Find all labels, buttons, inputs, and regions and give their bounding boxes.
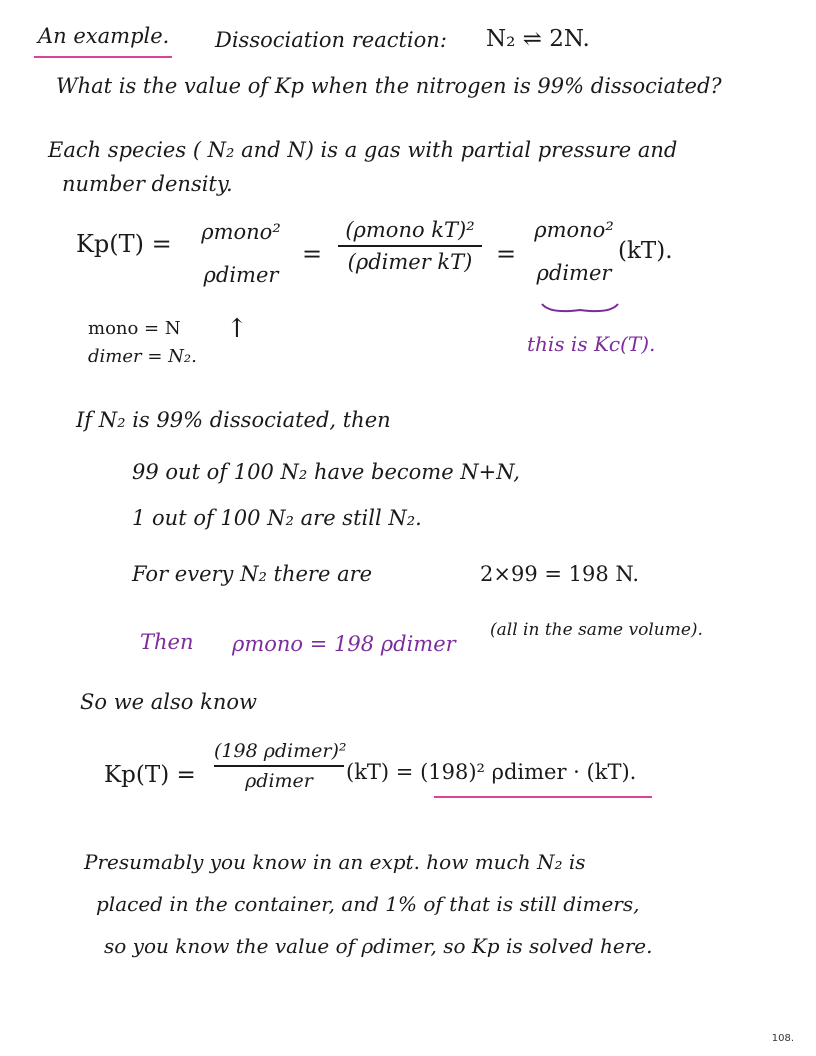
also-fraction-denominator: ρdimer [245, 770, 313, 792]
kc-brace [540, 300, 620, 318]
reaction-label: Dissociation reaction: [215, 28, 447, 52]
fraction-1 [196, 220, 286, 287]
also-lhs: Kp(T) = [104, 762, 196, 788]
closing-line-2: placed in the container, and 1% of that is still dimers, [96, 892, 640, 916]
fraction-2-denominator: (ρdimer kT) [347, 250, 473, 274]
species-line-1: Each species ( N₂ and N) is a gas with partial pressure and [48, 138, 678, 162]
fraction-2-numerator: (ρmono kT)² [345, 218, 475, 242]
kc-note: this is Kc(T). [527, 332, 656, 356]
dissoc-line-4b: 2×99 = 198 N. [480, 562, 640, 586]
reaction-equation: N₂ ⇌ 2N. [486, 26, 590, 52]
question-text: What is the value of Kp when the nitrogen is 99% dissociated? [56, 74, 722, 98]
also-line: So we also know [80, 690, 257, 714]
then-note: (all in the same volume). [490, 620, 703, 640]
fraction-3 [528, 218, 620, 285]
also-fraction [214, 740, 347, 792]
kp-lhs: Kp(T) = [76, 230, 172, 258]
result-underline [434, 796, 652, 798]
closing-line-3: so you know the value of ρdimer, so Kp is solved here. [104, 934, 653, 958]
page-number: 108. [771, 1033, 794, 1044]
dissoc-line-2: 99 out of 100 N₂ have become N+N, [132, 460, 520, 484]
fraction-3-numerator: ρmono² [534, 218, 614, 242]
then-equation: ρmono = 198 ρdimer [232, 632, 456, 656]
mono-definition: mono = N [88, 318, 181, 339]
fraction-1-denominator: ρdimer [203, 263, 279, 287]
also-fraction-numerator: (198 ρdimer)² [214, 740, 347, 762]
fraction-1-numerator: ρmono² [201, 220, 281, 244]
kt-factor: (kT). [618, 238, 673, 264]
fraction-3-denominator: ρdimer [536, 261, 612, 285]
dissoc-line-4a: For every N₂ there are [132, 562, 373, 586]
equals-2: = [496, 240, 517, 268]
arrow-up-icon: ↑ [226, 314, 248, 344]
also-rest: (kT) = (198)² ρdimer · (kT). [346, 760, 637, 784]
then-label: Then [140, 630, 194, 654]
intro-label: An example. [38, 24, 170, 48]
dissoc-line-3: 1 out of 100 N₂ are still N₂. [132, 506, 422, 530]
fraction-2 [338, 218, 482, 274]
equals-1: = [302, 240, 323, 268]
species-line-2: number density. [62, 172, 233, 196]
dimer-definition: dimer = N₂. [88, 346, 197, 367]
closing-line-1: Presumably you know in an expt. how much N₂ is [84, 850, 586, 874]
dissoc-line-1: If N₂ is 99% dissociated, then [76, 408, 391, 432]
intro-underline [34, 56, 172, 58]
